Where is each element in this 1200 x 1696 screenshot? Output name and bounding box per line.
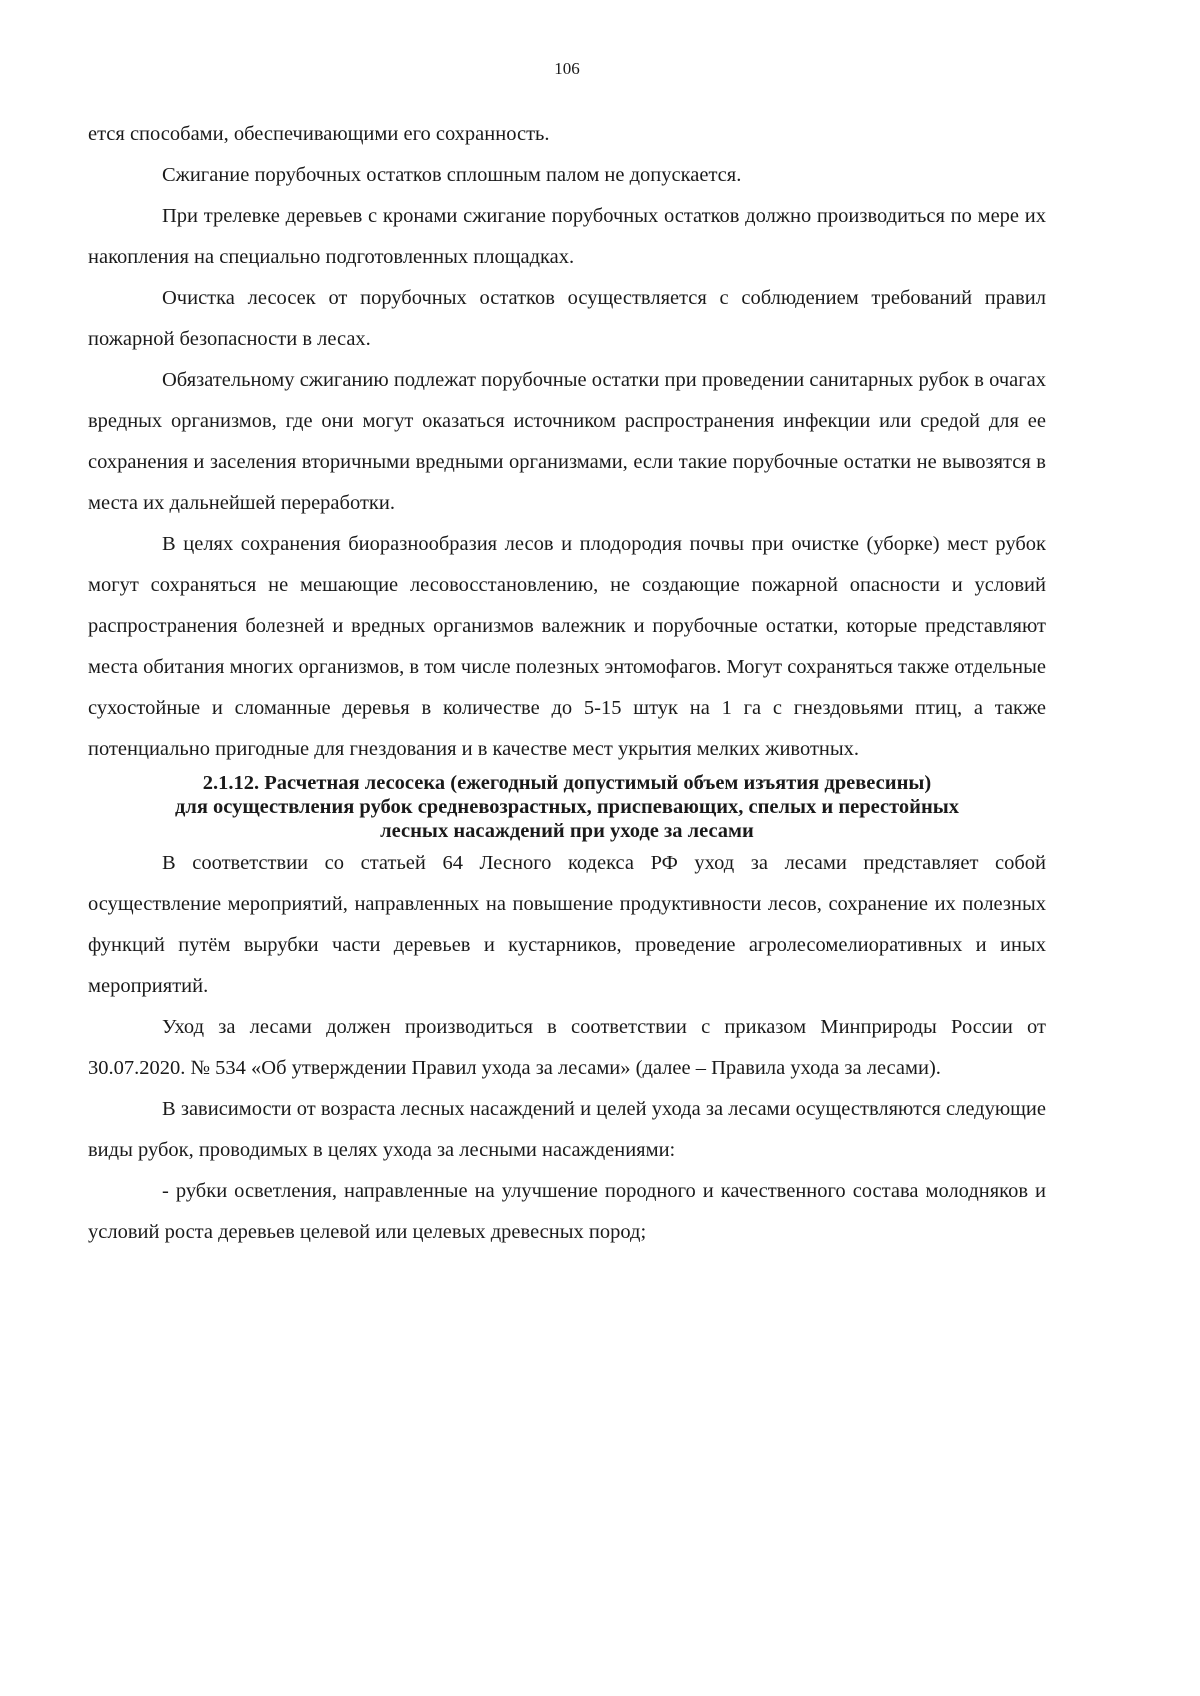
paragraph-order-reference: Уход за лесами должен производиться в соответствии с приказом Минприроды России от 30.07.2020. № 534 «Об утверждении Правил ухода за лесами» (далее – Правила ухода за лесами). (88, 1016, 1046, 1079)
paragraph-burning-prohibited: Сжигание порубочных остатков сплошным палом не допускается. (162, 164, 742, 186)
paragraph-biodiversity: В целях сохранения биоразнообразия лесов и плодородия почвы при очистке (уборке) мест рубок могут сохраняться не мешающие лесовосстановлению, не создающие пожарной опасности и условий распространения болезней и вредных организмов валежник и порубочные остатки, которые представляют места обитания многих организмов, в том числе полезных энтомофагов. Могут сохраняться также отдельные сухостойные и сломанные деревья в количестве до 5-15 штук на 1 га с гнездовьями птиц, а также потенциально пригодные для гнездования и в качестве мест укрытия мелких животных. (88, 533, 1046, 760)
section-heading-line-2: для осуществления рубок средневозрастных, приспевающих, спелых и перестойных (174, 796, 960, 818)
list-item-clearing-felling: - рубки осветления, направленные на улучшение породного и качественного состава молодняков и условий роста деревьев целевой или целевых древесных пород; (88, 1180, 1046, 1243)
paragraph-cleaning: Очистка лесосек от порубочных остатков осуществляется с соблюдением требований правил пожарной безопасности в лесах. (88, 287, 1046, 350)
paragraph-continuation: ется способами, обеспечивающими его сохранность. (88, 123, 550, 145)
section-heading (88, 771, 1046, 843)
paragraph-forest-code: В соответствии со статьей 64 Лесного кодекса РФ уход за лесами представляет собой осуществление мероприятий, направленных на повышение продуктивности лесов, сохранение их полезных функций путём вырубки части деревьев и кустарников, проведение агролесомелиоративных и иных мероприятий. (88, 852, 1046, 997)
section-heading-line-3: лесных насаждений при уходе за лесами (380, 820, 754, 842)
document-body (88, 114, 1046, 1253)
page-number: 106 (554, 59, 580, 78)
section-heading-line-1: 2.1.12. Расчетная лесосека (ежегодный допустимый объем изъятия древесины) (202, 772, 932, 794)
paragraph-felling-types: В зависимости от возраста лесных насаждений и целей ухода за лесами осуществляются следующие виды рубок, проводимых в целях ухода за лесными насаждениями: (88, 1098, 1046, 1161)
paragraph-skidding: При трелевке деревьев с кронами сжигание порубочных остатков должно производиться по мере их накопления на специально подготовленных площадках. (88, 205, 1046, 268)
paragraph-mandatory-burning: Обязательному сжиганию подлежат порубочные остатки при проведении санитарных рубок в очагах вредных организмов, где они могут оказаться источником распространения инфекции или средой для ее сохранения и заселения вторичными вредными организмами, если такие порубочные остатки не вывозятся в места их дальнейшей переработки. (88, 369, 1046, 514)
